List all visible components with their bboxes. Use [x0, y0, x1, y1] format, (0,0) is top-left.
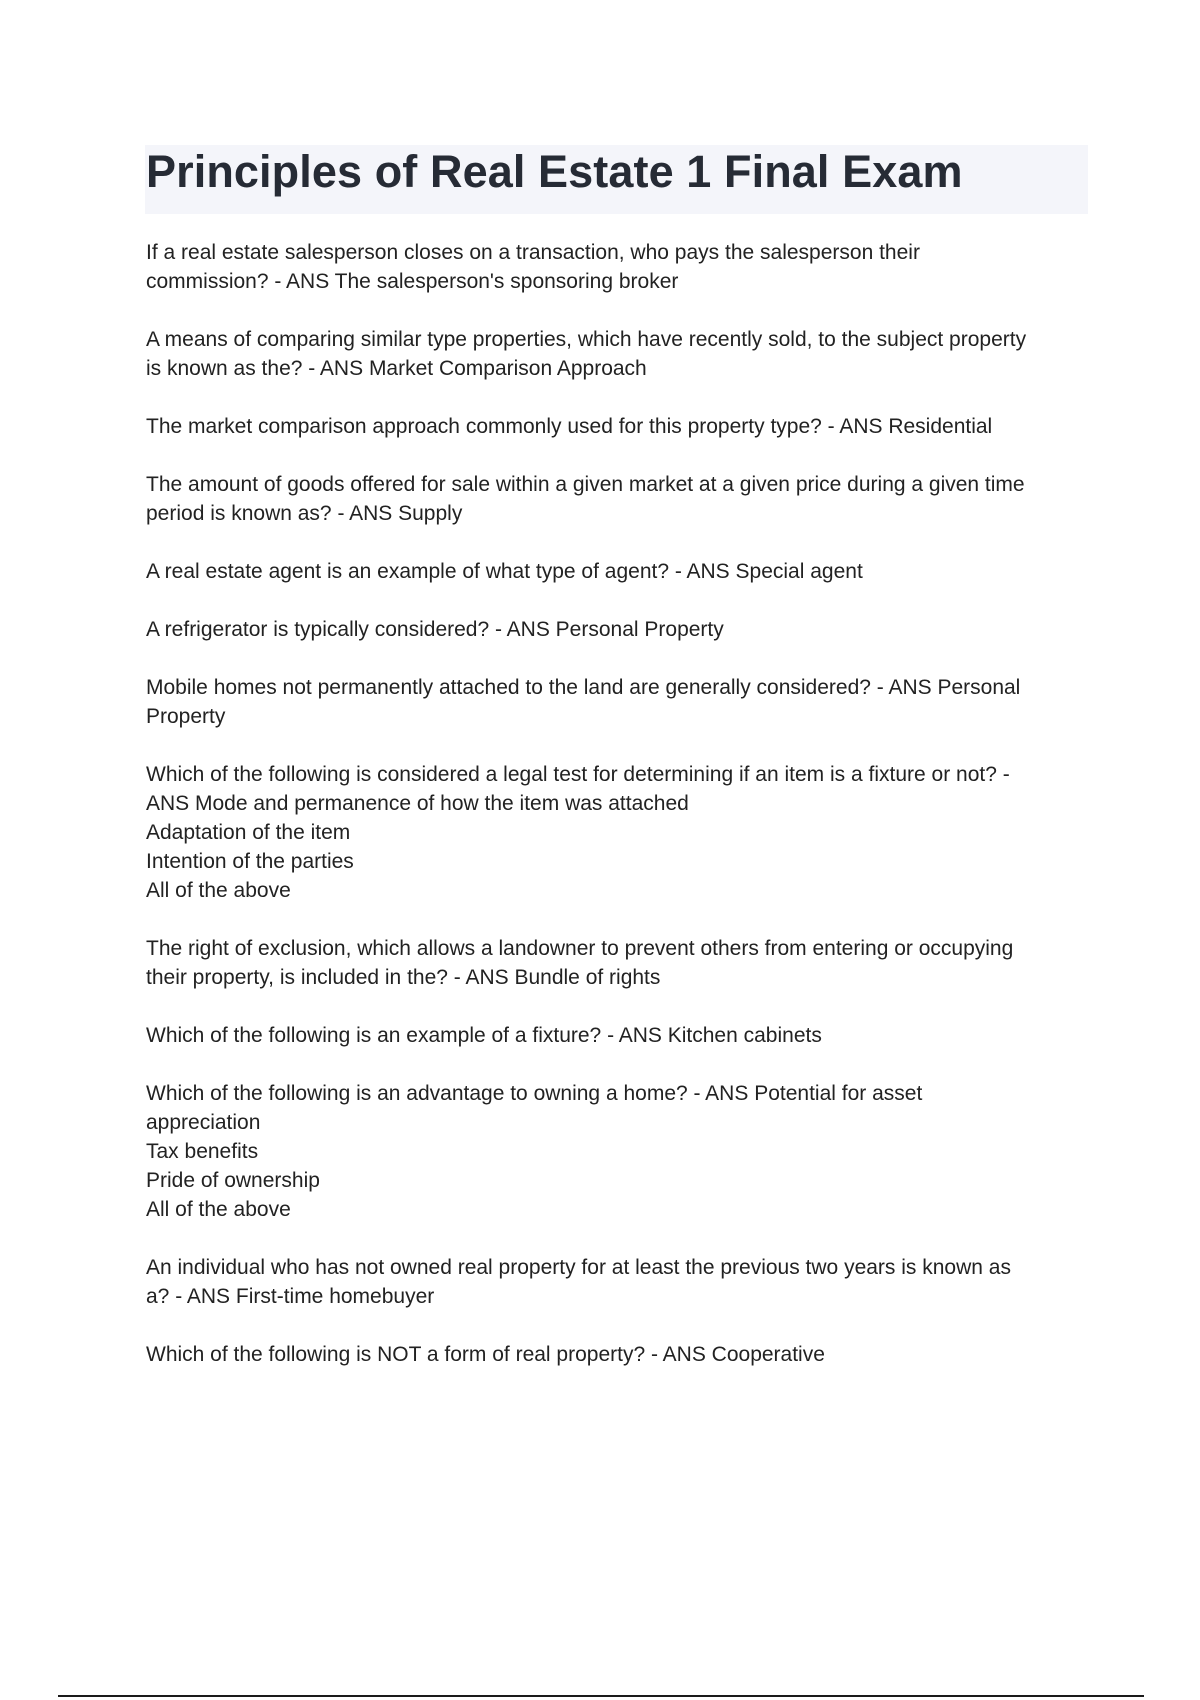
qa-line: Which of the following is an example of a fixture? - ANS Kitchen cabinets: [146, 1024, 822, 1047]
qa-item: [146, 1340, 1092, 1369]
qa-line: period is known as? - ANS Supply: [146, 502, 463, 525]
qa-line: commission? - ANS The salesperson's sponsoring broker: [146, 270, 679, 293]
qa-line: If a real estate salesperson closes on a transaction, who pays the salesperson their: [146, 241, 920, 264]
qa-line: Which of the following is NOT a form of real property? - ANS Cooperative: [146, 1343, 825, 1366]
qa-line: a? - ANS First-time homebuyer: [146, 1285, 435, 1308]
qa-line: A means of comparing similar type properties, which have recently sold, to the subject property: [146, 328, 1027, 351]
qa-line: The right of exclusion, which allows a landowner to prevent others from entering or occupying: [146, 937, 1014, 960]
qa-item: [146, 934, 1092, 992]
qa-item: [146, 1021, 1092, 1050]
qa-item: [146, 1253, 1092, 1311]
footer-rule: [58, 1695, 1144, 1697]
qa-item: [146, 470, 1092, 528]
qa-line: Intention of the parties: [146, 850, 354, 873]
qa-item: [146, 615, 1092, 644]
qa-item: [146, 673, 1092, 731]
qa-line: Which of the following is considered a legal test for determining if an item is a fixture or not? -: [146, 763, 1010, 786]
qa-line: Adaptation of the item: [146, 821, 351, 844]
qa-line: The market comparison approach commonly used for this property type? - ANS Residential: [146, 415, 993, 438]
qa-line: Tax benefits: [146, 1140, 259, 1163]
qa-line: is known as the? - ANS Market Comparison Approach: [146, 357, 647, 380]
qa-item: [146, 325, 1092, 383]
qa-list: [146, 238, 1092, 1398]
qa-item: [146, 557, 1092, 586]
page-title: Principles of Real Estate 1 Final Exam: [146, 146, 963, 197]
qa-line: A real estate agent is an example of what type of agent? - ANS Special agent: [146, 560, 863, 583]
qa-line: their property, is included in the? - ANS Bundle of rights: [146, 966, 661, 989]
qa-line: Mobile homes not permanently attached to the land are generally considered? - ANS Personal: [146, 676, 1021, 699]
qa-line: All of the above: [146, 879, 291, 902]
qa-line: Pride of ownership: [146, 1169, 320, 1192]
qa-line: A refrigerator is typically considered? - ANS Personal Property: [146, 618, 724, 641]
qa-line: Which of the following is an advantage to owning a home? - ANS Potential for asset: [146, 1082, 923, 1105]
qa-line: All of the above: [146, 1198, 291, 1221]
qa-line: appreciation: [146, 1111, 261, 1134]
qa-item: [146, 412, 1092, 441]
qa-line: An individual who has not owned real property for at least the previous two years is known as: [146, 1256, 1011, 1279]
qa-line: Property: [146, 705, 226, 728]
qa-item: [146, 238, 1092, 296]
qa-line: ANS Mode and permanence of how the item was attached: [146, 792, 689, 815]
qa-line: The amount of goods offered for sale within a given market at a given price during a given time: [146, 473, 1025, 496]
qa-item: [146, 1079, 1092, 1224]
qa-item: [146, 760, 1092, 905]
